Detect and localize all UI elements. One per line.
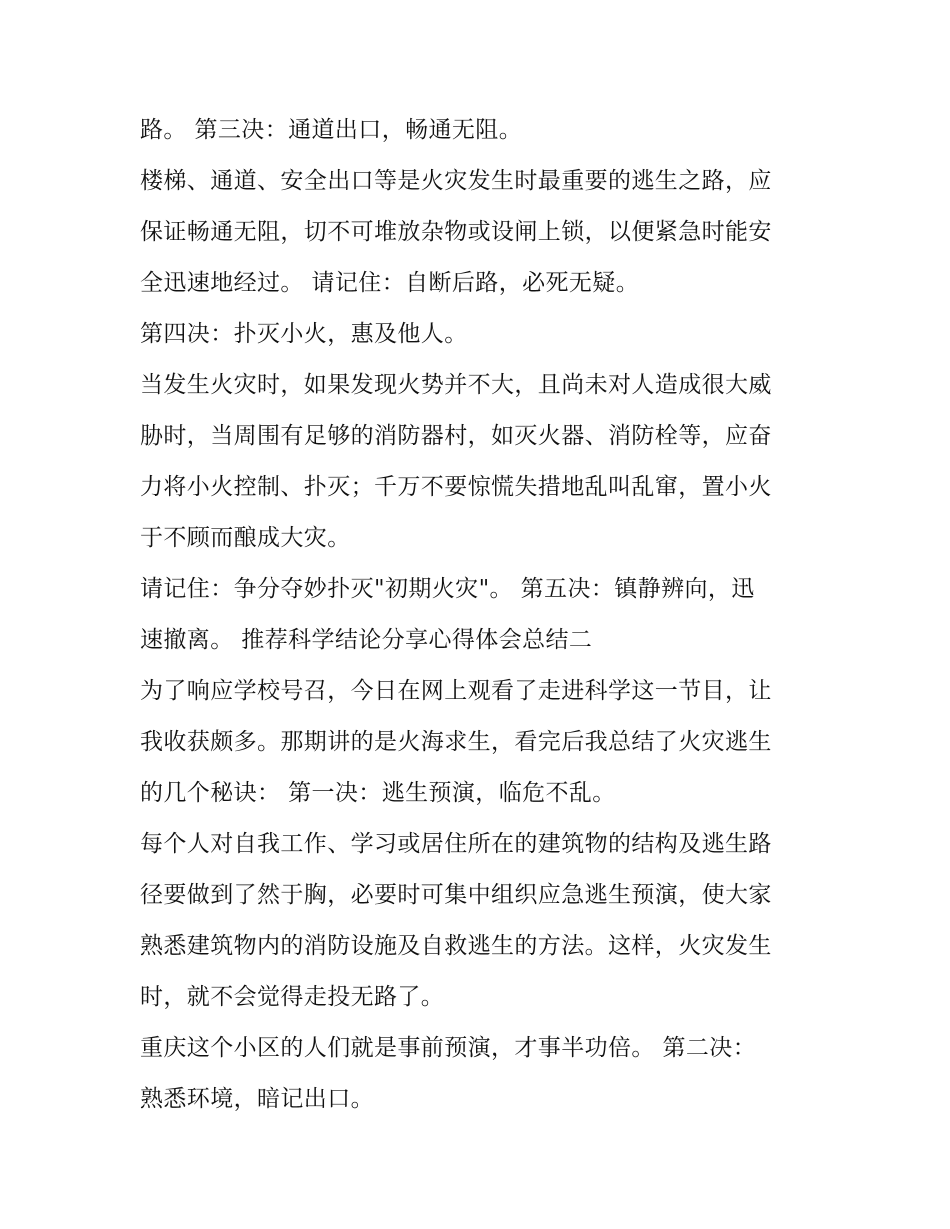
text-line: 请记住：争分夺妙扑灭"初期火灾"。 第五决：镇静辨向，迅 <box>140 576 755 602</box>
text-line: 力将小火控制、扑灭；千万不要惊慌失措地乱叫乱窜，置小火 <box>140 474 772 500</box>
text-line: 楼梯、通道、安全出口等是火灾发生时最重要的逃生之路，应 <box>140 168 772 194</box>
text-line: 于不顾而酿成大灾。 <box>140 525 351 551</box>
text-line: 我收获颇多。那期讲的是火海求生，看完后我总结了火灾逃生 <box>140 729 772 755</box>
text-line: 保证畅通无阻，切不可堆放杂物或设闸上锁，以便紧急时能安 <box>140 219 772 245</box>
text-line: 速撤离。 推荐科学结论分享心得体会总结二 <box>140 627 593 653</box>
text-line: 当发生火灾时，如果发现火势并不大，且尚未对人造成很大威 <box>140 372 772 398</box>
text-line: 全迅速地经过。 请记住：自断后路，必死无疑。 <box>140 270 640 296</box>
body-text <box>140 105 830 1125</box>
text-line: 胁时，当周围有足够的消防器村，如灭火器、消防栓等，应奋 <box>140 423 772 449</box>
text-line: 的几个秘诀： 第一决：逃生预演，临危不乱。 <box>140 780 616 806</box>
text-line: 每个人对自我工作、学习或居住所在的建筑物的结构及逃生路 <box>140 831 772 857</box>
text-line: 第四决：扑灭小火，惠及他人。 <box>140 321 468 347</box>
text-line: 时，就不会觉得走投无路了。 <box>140 984 445 1010</box>
text-line: 重庆这个小区的人们就是事前预演，才事半功倍。 第二决： <box>140 1035 757 1061</box>
text-line: 径要做到了然于胸，必要时可集中组织应急逃生预演，使大家 <box>140 882 772 908</box>
text-line: 为了响应学校号召，今日在网上观看了走进科学这一节目，让 <box>140 678 772 704</box>
text-line: 熟悉环境，暗记出口。 <box>140 1086 374 1112</box>
text-line: 熟悉建筑物内的消防设施及自救逃生的方法。这样，火灾发生 <box>140 933 772 959</box>
text-line: 路。 第三决：通道出口，畅通无阻。 <box>140 117 523 143</box>
